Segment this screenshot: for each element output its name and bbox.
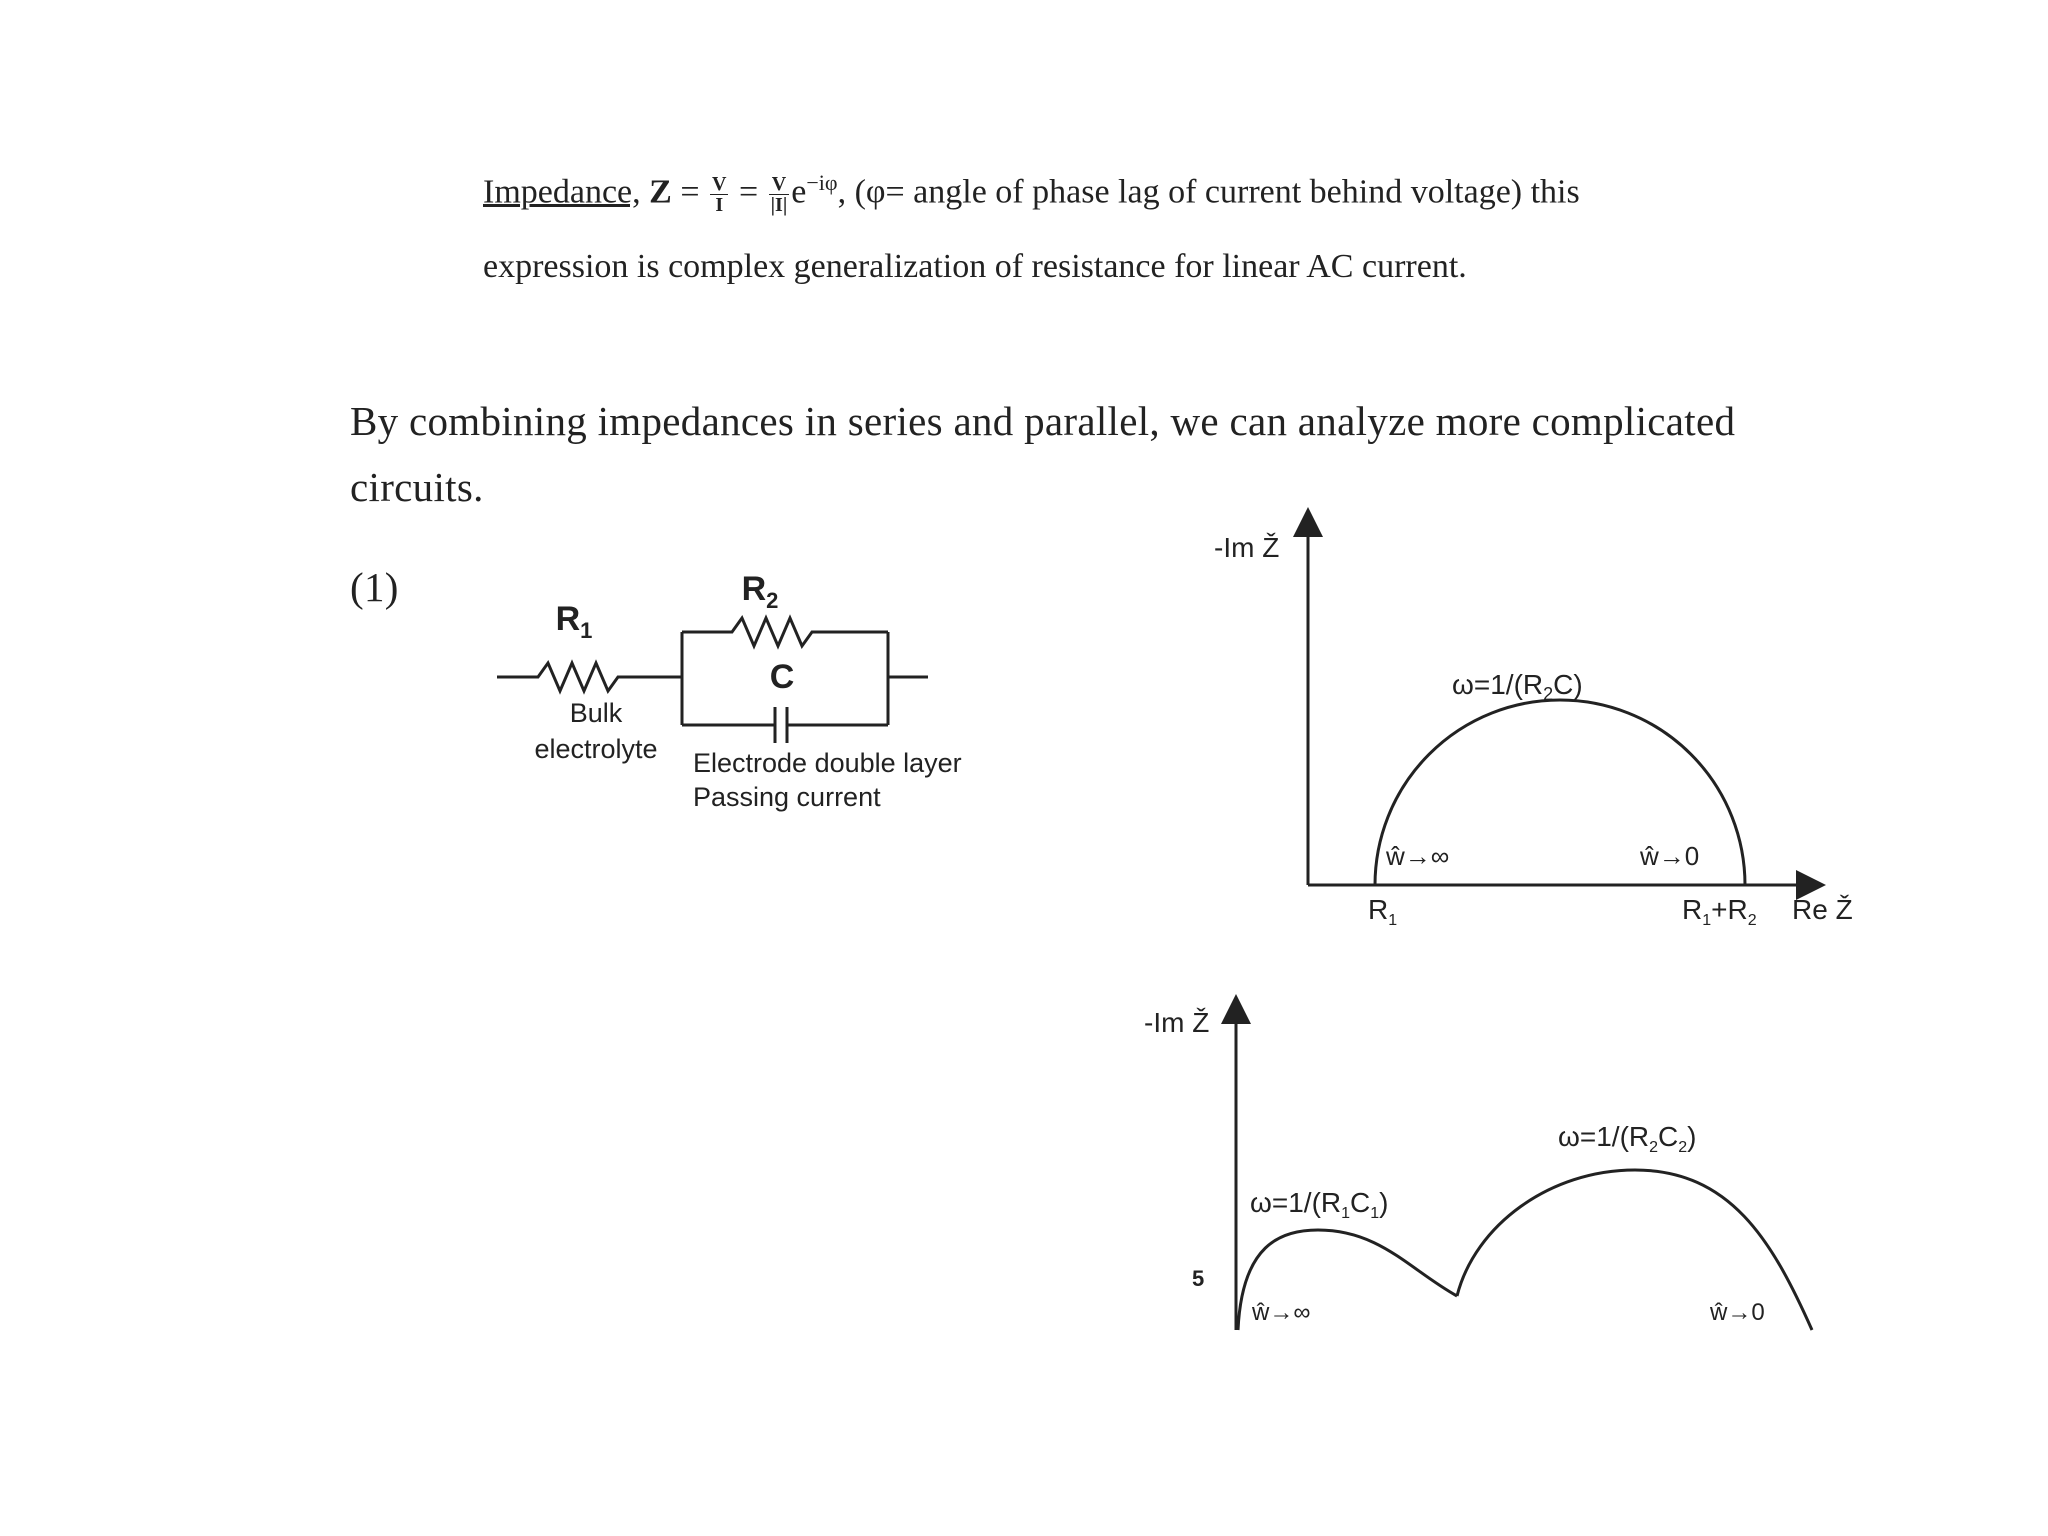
plot1-high-freq-label: ŵ→∞ [1386, 841, 1450, 871]
plot1-low-freq-label: ŵ→0 [1640, 841, 1700, 871]
body-text-line-1: By combining impedances in series and parallel, we can analyze more complicated [350, 398, 1736, 444]
z-symbol: Z [649, 173, 672, 211]
plot1-x-axis-label: Re Ž [1792, 894, 1853, 925]
r2-resistor [682, 618, 888, 646]
r2-label: $R_2$ [741, 570, 779, 613]
equals-sign-2: = [738, 173, 759, 211]
plot2-arc2-label: $\omega=1/(R_2C_2)$ [1558, 1121, 1697, 1156]
plot1-r1r2-tick-label: $R_1+R_2$ [1682, 894, 1757, 929]
r1-resistor [497, 663, 682, 691]
fraction-v-over-i: $\frac{V}{I}$ [712, 173, 727, 217]
plot2-y-axis-label: -Im Ž [1144, 1007, 1210, 1038]
passing-current-label: Passing current [693, 782, 881, 812]
exponent-base: e [791, 173, 807, 211]
plot2-arc1-label: $\omega=1/(R_1C_1)$ [1250, 1187, 1389, 1222]
circuit-diagram [490, 560, 1070, 830]
item-number: (1) [350, 564, 399, 610]
bulk-label-line-1: Bulk [569, 698, 623, 728]
fraction-v-over-abs-i: $\frac{V}{|I|}$ [770, 173, 788, 217]
plot1-r1-tick-label: $R_1$ [1368, 894, 1398, 929]
nyquist-plot-single-arc [1180, 495, 1900, 945]
plot2-y-tick-label: 5 [1192, 1266, 1205, 1291]
body-text-line-2: circuits. [350, 464, 484, 510]
bulk-label-line-2: electrolyte [534, 734, 658, 764]
exponent: −iφ [806, 170, 838, 195]
equals-sign: = [680, 173, 700, 211]
impedance-definition-line-2: expression is complex generalization of resistance for linear AC current. [483, 248, 1467, 285]
nyquist-plot-two-arcs [1130, 990, 1850, 1340]
c-label: C [769, 658, 795, 696]
plot1-y-axis-label: -Im Ž [1214, 532, 1280, 563]
impedance-term: Impedance, [483, 173, 641, 211]
plot2-low-freq-label: ŵ→0 [1710, 1299, 1765, 1326]
phase-note: , (φ= angle of phase lag of current behind voltage) this [837, 173, 1580, 211]
r1-label: $R_1$ [555, 600, 593, 643]
plot1-peak-label: $\omega=1/(R_2C)$ [1452, 669, 1583, 704]
plot2-high-freq-label: ŵ→∞ [1252, 1299, 1311, 1326]
double-layer-label: Electrode double layer [693, 748, 962, 778]
impedance-definition-line [483, 170, 1580, 215]
